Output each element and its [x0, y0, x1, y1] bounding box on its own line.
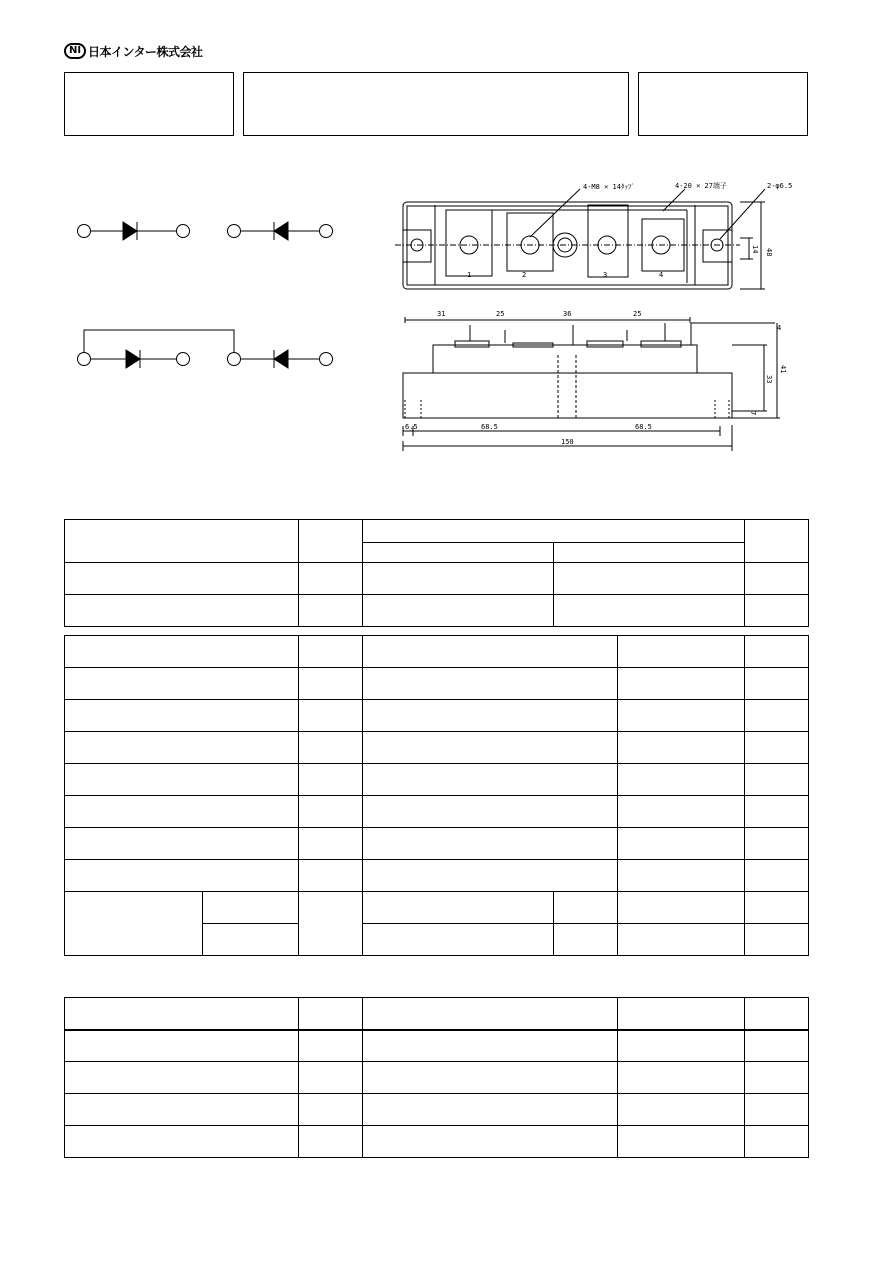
table-row: [65, 998, 809, 1030]
table-cell: [299, 668, 363, 700]
dim-48: 48: [765, 248, 773, 257]
table-cell: [745, 668, 809, 700]
table-row: [65, 828, 809, 860]
max-ratings-table: [64, 519, 809, 627]
table-row: [65, 1062, 809, 1094]
table-cell: [618, 796, 745, 828]
table-cell: [299, 1062, 363, 1094]
table-cell: [65, 1126, 299, 1158]
characteristics-table: [64, 997, 809, 1158]
table-cell: [745, 924, 809, 956]
table-cell: [65, 700, 299, 732]
table-cell: [299, 1126, 363, 1158]
table-row: [65, 563, 809, 595]
table-cell: [65, 892, 203, 956]
table-cell: [299, 828, 363, 860]
table-cell: [65, 595, 299, 627]
table-cell: [363, 1094, 618, 1126]
table-cell: [363, 1030, 618, 1062]
company-logo: [64, 43, 203, 59]
table-cell: [618, 764, 745, 796]
table-cell: [745, 1030, 809, 1062]
table-cell: [618, 1062, 745, 1094]
table-cell: [363, 732, 618, 764]
table-cell: [745, 520, 809, 563]
table-cell: [745, 764, 809, 796]
table-cell: [618, 700, 745, 732]
callout-screw: 4-M8 × 14ﾀｯﾌﾟ: [583, 183, 635, 191]
table-cell: [745, 1126, 809, 1158]
table-cell: [363, 998, 618, 1030]
dim-4: 4: [777, 324, 782, 332]
table-cell: [618, 732, 745, 764]
table-cell: [363, 700, 618, 732]
table-cell: [299, 1094, 363, 1126]
circuit-common-anode: [78, 330, 333, 368]
rating-box: [638, 72, 808, 136]
table-row: [65, 796, 809, 828]
table-cell: [745, 998, 809, 1030]
terminal-number-2: 2: [522, 271, 527, 279]
table-cell: [745, 796, 809, 828]
table-cell: [363, 924, 554, 956]
table-cell: [299, 636, 363, 668]
dim-150: 150: [561, 438, 574, 446]
table-cell: [363, 892, 554, 924]
table-cell: [554, 892, 618, 924]
table-cell: [363, 543, 554, 563]
table-row: [65, 892, 809, 924]
circuit-diagrams: [60, 205, 350, 380]
table-cell: [65, 563, 299, 595]
part-number-box: [64, 72, 234, 136]
table-cell: [618, 998, 745, 1030]
table-cell: [745, 563, 809, 595]
table-cell: [554, 543, 745, 563]
outline-drawing: [395, 175, 795, 455]
table-cell: [618, 1030, 745, 1062]
table-cell: [363, 595, 554, 627]
table-cell: [363, 563, 554, 595]
dim-31: 31: [437, 310, 446, 318]
terminal-number-4: 4: [659, 271, 664, 279]
table-cell: [363, 764, 618, 796]
table-cell: [65, 732, 299, 764]
table-cell: [299, 700, 363, 732]
table-row: [65, 520, 809, 543]
table-cell: [299, 595, 363, 627]
ratings-table: [64, 635, 809, 956]
table-cell: [203, 892, 299, 924]
dim-41: 41: [779, 365, 787, 374]
table-cell: [618, 892, 745, 924]
terminal-number-3: 3: [603, 271, 608, 279]
table-row: [65, 1030, 809, 1062]
terminal-number-1: 1: [467, 271, 472, 279]
table-cell: [363, 860, 618, 892]
table-cell: [745, 1094, 809, 1126]
table-cell: [618, 1126, 745, 1158]
table-cell: [618, 924, 745, 956]
table-cell: [299, 860, 363, 892]
table-row: [65, 595, 809, 627]
table-cell: [65, 1094, 299, 1126]
table-row: [65, 1094, 809, 1126]
dim-68-5a: 68.5: [481, 423, 498, 431]
table-row: [65, 700, 809, 732]
table-cell: [745, 636, 809, 668]
table-row: [65, 764, 809, 796]
table-cell: [554, 563, 745, 595]
callout-hole: 2-φ6.5: [767, 182, 793, 190]
table-cell: [745, 892, 809, 924]
table-cell: [554, 924, 618, 956]
dim-14: 14: [751, 245, 759, 254]
top-view: [395, 189, 765, 289]
table-cell: [618, 860, 745, 892]
table-row: [65, 1126, 809, 1158]
table-cell: [745, 1062, 809, 1094]
table-cell: [363, 1126, 618, 1158]
description-box: [243, 72, 629, 136]
table-cell: [363, 520, 745, 543]
table-cell: [363, 1062, 618, 1094]
table-cell: [618, 636, 745, 668]
table-cell: [554, 595, 745, 627]
table-cell: [65, 1030, 299, 1062]
table-cell: [363, 668, 618, 700]
dim-36: 36: [563, 310, 572, 318]
table-cell: [618, 668, 745, 700]
table-row: [65, 636, 809, 668]
dim-25a: 25: [496, 310, 505, 318]
table-cell: [65, 828, 299, 860]
table-cell: [299, 892, 363, 956]
dim-68-5b: 68.5: [635, 423, 652, 431]
table-cell: [745, 828, 809, 860]
table-cell: [363, 796, 618, 828]
table-row: [65, 668, 809, 700]
dim-7: 7: [749, 411, 757, 416]
table-cell: [745, 860, 809, 892]
table-row: [65, 860, 809, 892]
table-cell: [65, 520, 299, 563]
table-cell: [65, 796, 299, 828]
table-cell: [299, 764, 363, 796]
dim-33: 33: [765, 375, 773, 384]
dim-25b: 25: [633, 310, 642, 318]
table-cell: [363, 828, 618, 860]
table-cell: [65, 1062, 299, 1094]
table-cell: [299, 998, 363, 1030]
table-cell: [65, 636, 299, 668]
table-cell: [745, 595, 809, 627]
table-cell: [745, 700, 809, 732]
logo-text: 日本インター株式会社: [88, 44, 203, 59]
table-cell: [203, 924, 299, 956]
table-cell: [299, 520, 363, 563]
table-cell: [65, 998, 299, 1030]
logo-mark: NI: [64, 43, 86, 59]
table-cell: [65, 860, 299, 892]
dim-6-5: 6.5: [405, 423, 418, 431]
table-cell: [363, 636, 618, 668]
table-cell: [65, 668, 299, 700]
table-cell: [299, 1030, 363, 1062]
table-cell: [618, 1094, 745, 1126]
table-cell: [299, 732, 363, 764]
table-cell: [299, 563, 363, 595]
table-cell: [618, 828, 745, 860]
table-cell: [299, 796, 363, 828]
table-cell: [65, 764, 299, 796]
callout-tab: 4-20 × 27端子: [675, 182, 727, 190]
side-view: [403, 317, 780, 451]
table-cell: [745, 732, 809, 764]
table-row: [65, 732, 809, 764]
circuit-series: [78, 222, 333, 240]
